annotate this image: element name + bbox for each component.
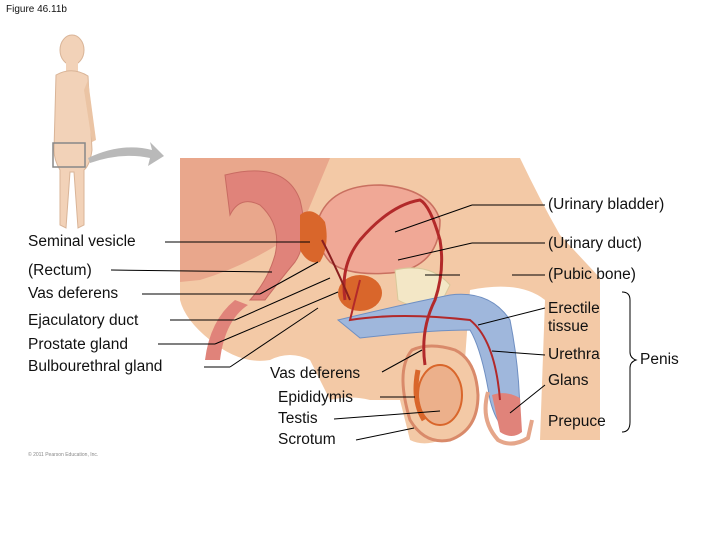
label-rectum: (Rectum) xyxy=(28,262,92,279)
label-seminal-vesicle: Seminal vesicle xyxy=(28,233,136,250)
label-erectile-tissue: Erectile tissue xyxy=(548,300,600,335)
copyright-notice: © 2011 Pearson Education, Inc. xyxy=(28,452,99,458)
figure-title: Figure 46.11b xyxy=(6,4,67,15)
body-silhouette xyxy=(54,35,96,228)
label-ejaculatory-duct: Ejaculatory duct xyxy=(28,312,139,329)
pelvic-section xyxy=(180,158,600,444)
label-bulbourethral-gland: Bulbourethral gland xyxy=(28,358,163,375)
label-vas-deferens-left: Vas deferens xyxy=(28,285,119,302)
label-epididymis: Epididymis xyxy=(278,389,353,406)
penis-brace xyxy=(622,292,636,432)
label-scrotum: Scrotum xyxy=(278,431,336,448)
label-vas-deferens-center: Vas deferens xyxy=(270,365,361,382)
label-pubic-bone: (Pubic bone) xyxy=(548,266,636,283)
label-urinary-bladder: (Urinary bladder) xyxy=(548,196,665,213)
label-penis: Penis xyxy=(640,351,679,368)
glans-shape xyxy=(492,393,522,436)
label-glans: Glans xyxy=(548,372,589,389)
label-urinary-duct: (Urinary duct) xyxy=(548,235,642,252)
label-prepuce: Prepuce xyxy=(548,413,606,430)
zoom-arrow xyxy=(88,142,164,166)
bladder-shape xyxy=(318,185,441,274)
label-urethra: Urethra xyxy=(548,346,600,363)
label-prostate-gland: Prostate gland xyxy=(28,336,128,353)
label-testis: Testis xyxy=(278,410,318,427)
